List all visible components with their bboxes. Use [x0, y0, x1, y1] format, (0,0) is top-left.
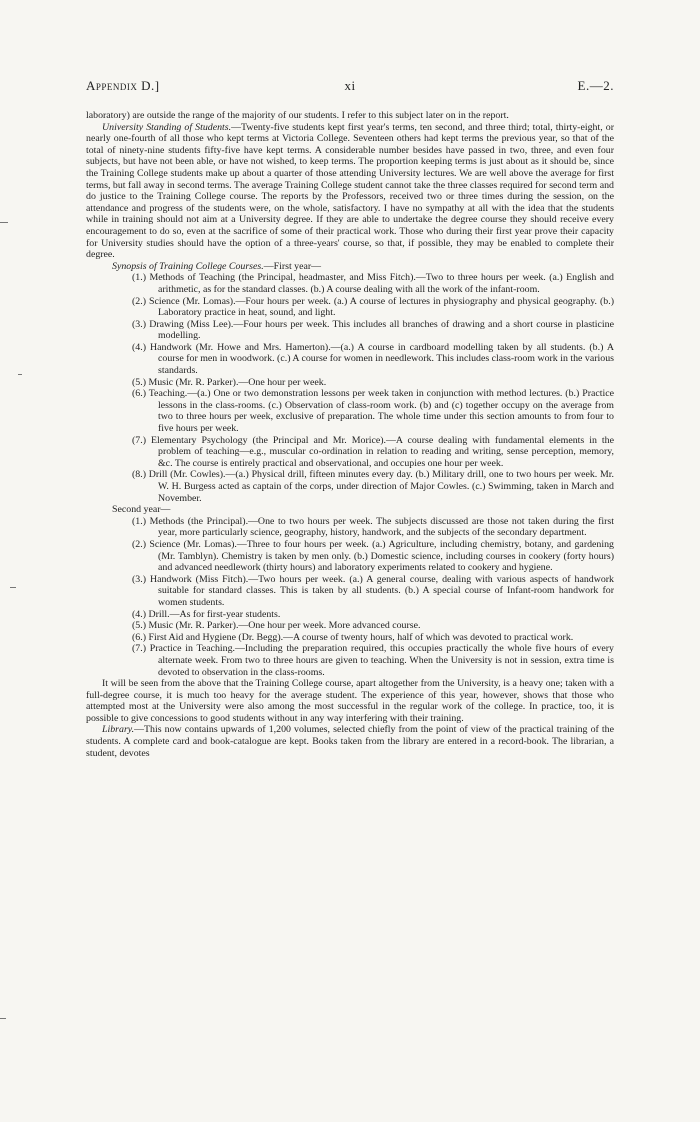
list-item: (6.) First Aid and Hygiene (Dr. Begg).—A course of twenty hours, half of which was devoted to practical work. — [132, 631, 574, 643]
list-item: (3.) Drawing (Miss Lee).—Four hours per week. This includes all branches of drawing and a short course in plasticine modelling. — [132, 318, 614, 342]
section-title-synopsis: Synopsis of Training College Courses. — [112, 260, 264, 272]
header-appendix: Appendix D.] — [86, 78, 160, 93]
scan-margin-mark — [0, 222, 8, 223]
section-title-university-standing: University Standing of Students. — [102, 121, 232, 133]
synopsis-heading — [112, 261, 614, 273]
list-item: (3.) Handwork (Miss Fitch).—Two hours per week. (a.) A general course, dealing with various aspects of handwork suitable for standard classes. This is taken by all students. (b.) A special course of Infant-room handwork for women students. — [132, 573, 614, 608]
list-item: (1.) Methods (the Principal).—One to two hours per week. The subjects discussed are those not taken during the first year, more particularly science, geography, history, handwork, and the subjects of the secondary department. — [132, 515, 614, 539]
scan-margin-mark — [10, 587, 16, 588]
page-body — [86, 110, 614, 759]
paragraph-laboratory: laboratory) are outside the range of the majority of our students. I refer to this subject later on in the report. — [86, 110, 509, 121]
list-item: (1.) Methods of Teaching (the Principal, headmaster, and Miss Fitch).—Two to three hours per week. (a.) English and arithmetic, as for the standard classes. (b.) A course dealing with all the work of the infant-room. — [132, 272, 614, 295]
paragraph-library-text: —This now contains upwards of 1,200 volumes, selected chiefly from the point of view of the practical training of the students. A complete card and book-catalogue are kept. Books taken from the library are entered in a record-book. The librarian, a student, devotes — [86, 724, 614, 759]
list-item: (4.) Drill.—As for first-year students. — [132, 608, 281, 620]
second-year-list — [86, 516, 614, 678]
scan-margin-mark — [18, 374, 22, 375]
list-item: (5.) Music (Mr. R. Parker).—One hour per week. More advanced course. — [132, 620, 421, 632]
second-year-heading: Second year— — [112, 504, 171, 516]
list-item: (8.) Drill (Mr. Cowles).—(a.) Physical drill, fifteen minutes every day. (b.) Military drill, one to two hours per week. Mr. W. H. Burgess acted as captain of the corps, under direction of Major Cowles. (c.) Swimming, taken in March and November. — [132, 469, 614, 504]
list-item: (2.) Science (Mr. Lomas).—Four hours per week. (a.) A course of lectures in physiography and physical geography. (b.) Laboratory practice in heat, sound, and light. — [132, 295, 614, 319]
header-reference: E.—2. — [577, 78, 614, 93]
list-item: (2.) Science (Mr. Lomas).—Three to four hours per week. (a.) Agriculture, including chemistry, botany, and gardening (Mr. Tamblyn). Chemistry is taken by men only. (b.) Domestic science, including courses in cookery (forty hours) and advanced needlework (thirty hours) and laboratory experiments related to cookery and hygiene. — [132, 538, 614, 574]
list-item: (5.) Music (Mr. R. Parker).—One hour per week. — [132, 376, 327, 388]
section-title-library: Library. — [102, 724, 135, 736]
scan-margin-mark — [0, 1018, 6, 1019]
paragraph-library — [86, 724, 614, 759]
list-item: (6.) Teaching.—(a.) One or two demonstration lessons per week taken in conjunction with method lectures. (b.) Practice lessons in the class-rooms. (c.) Observation of class-room work. (b) and (c) together occupy on the average from two to three hours per week, exclusive of preparation. The whole time under this section amounts to from four to five hours per week. — [132, 388, 614, 435]
header-page-number: xi — [344, 78, 356, 93]
synopsis-first-year-label: —First year— — [263, 260, 322, 272]
paragraph-university-standing-text: —Twenty-five students kept first year's terms, ten second, and three third; total, thirty-eight, or nearly one-fourth of all those who kept terms at Victoria College. Seventeen others had kept terms the previous year, so that of the total of ninety-nine students fifty-five have kept terms. A considerable number besides have passed in two, three, and even four subjects, but have not been able, or have not wished, to keep terms. The proportion keeping terms is just about as it should be, since the Training College students make up about a quarter of those attending University lectures. We are well above the average for first terms, but fall away in second terms. The average Training College student cannot take the three classes required for second term and do justice to the Training College course. The reports by the Professors, received two or three times during the session, on the attendance and progress of the students were, on the whole, satisfactory. I have no sympathy at all with the idea that the students while in training should not aim at a University degree. If they are able to undertake the degree course they should receive every encouragement to do so, even at the sacrifice of some of their practical work. Those who during their first year prove their capacity for University studies should have the option of a three-years' course, so that, if possible, they may be enabled to complete their degree. — [86, 121, 614, 261]
list-item: (7.) Elementary Psychology (the Principal and Mr. Morice).—A course dealing with fundamental elements in the problem of teaching—e.g., muscular co-ordination in relation to reading and writing, sense perception, memory, &c. The course is entirely practical and observational, and occupies one hour per week. — [132, 434, 614, 469]
first-year-list — [86, 272, 614, 504]
list-item: (4.) Handwork (Mr. Howe and Mrs. Hamerton).—(a.) A course in cardboard modelling taken by all students. (b.) A course for men in woodwork. (c.) A course for women in needlework. This includes class-room work in the various standards. — [132, 341, 614, 377]
paragraph-university-standing — [86, 122, 614, 261]
paragraph-course-summary: It will be seen from the above that the Training College course, apart altogether from the University, is a heavy one; taken with a full-degree course, it is much too heavy for the average student. The experience of this year, however, shows that those who attempted most at the University were also among the most successful in the regular work of the college. In practice, too, it is possible to give concessions to good students without in any way interfering with their training. — [86, 678, 614, 724]
list-item: (7.) Practice in Teaching.—Including the preparation required, this occupies practically the whole five hours of every alternate week. From two to three hours are given to teaching. When the University is not in session, extra time is devoted to observation in the class-rooms. — [132, 643, 614, 678]
